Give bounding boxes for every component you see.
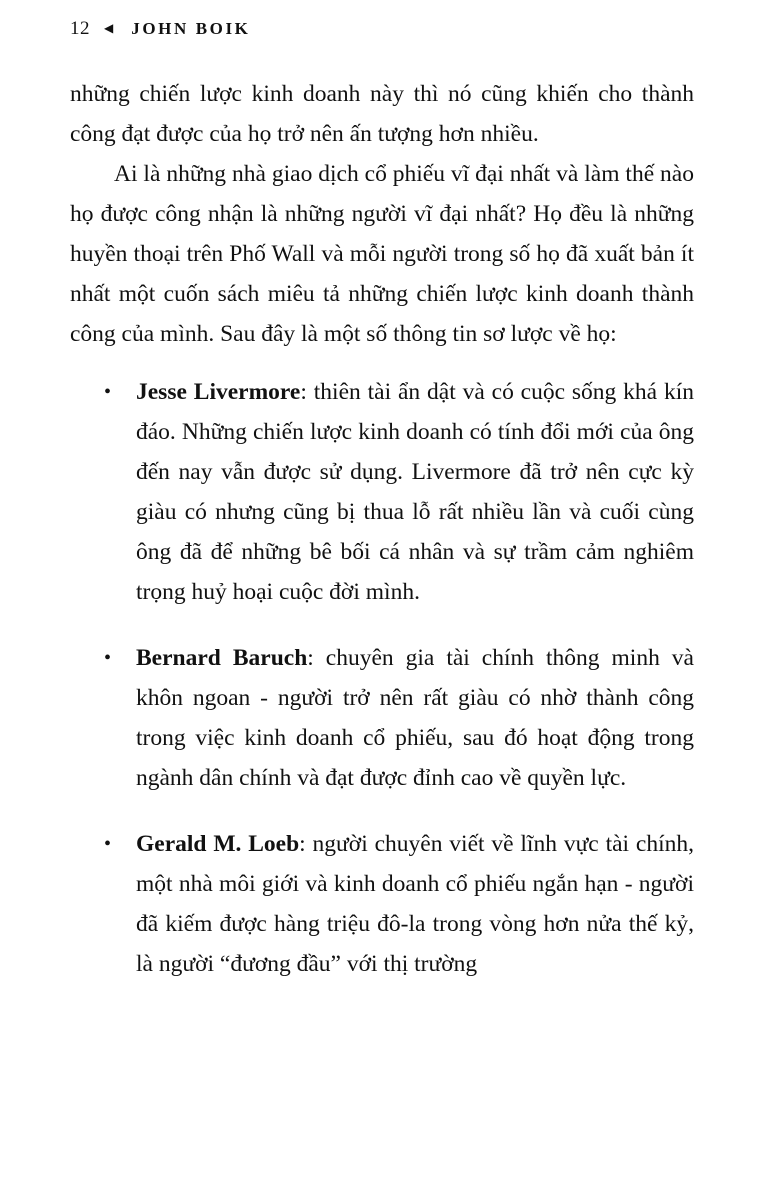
trader-list (70, 372, 694, 984)
bullet-icon: • (104, 833, 112, 855)
list-item-text: : người chuyên viết về lĩnh vực tài chính, một nhà môi giới và kinh doanh cổ phiếu ngắn hạn - người đã kiếm được hàng triệu đô-la trong vòng hơn nửa thế kỷ, là người “đương đầu” với thị trường (136, 831, 694, 977)
page-body (70, 74, 694, 984)
paragraph-intro: Ai là những nhà giao dịch cổ phiếu vĩ đại nhất và làm thế nào họ được công nhận là những người vĩ đại nhất? Họ đều là những huyền thoại trên Phố Wall và mỗi người trong số họ đã xuất bản ít nhất một cuốn sách miêu tả những chiến lược kinh doanh thành công của mình. Sau đây là một số thông tin sơ lược về họ: (70, 161, 694, 347)
list-item-name: Bernard Baruch (136, 645, 308, 671)
running-title: JOHN BOIK (131, 19, 251, 38)
list-item-name: Gerald M. Loeb (136, 831, 300, 857)
paragraph-continuation: những chiến lược kinh doanh này thì nó cũng khiến cho thành công đạt được của họ trở nên ấn tượng hơn nhiều. (70, 81, 694, 147)
list-item-text: : chuyên gia tài chính thông minh và khôn ngoan - người trở nên rất giàu có nhờ thành công trong việc kinh doanh cổ phiếu, sau đó hoạt động trong ngành dân chính và đạt được đỉnh cao về quyền lực. (136, 645, 694, 791)
left-triangle-icon: ◀ (104, 21, 114, 35)
bullet-icon: • (104, 381, 112, 403)
list-item (70, 638, 694, 798)
list-item (70, 824, 694, 984)
list-item-name: Jesse Livermore (136, 379, 301, 405)
bullet-icon: • (104, 647, 112, 669)
page-header (70, 18, 694, 52)
page-number: 12 (70, 18, 90, 39)
list-item-text: : thiên tài ẩn dật và có cuộc sống khá kín đáo. Những chiến lược kinh doanh có tính đổi mới của ông đến nay vẫn được sử dụng. Livermore đã trở nên cực kỳ giàu có nhưng cũng bị thua lỗ rất nhiều lần và cuối cùng ông đã để những bê bối cá nhân và sự trầm cảm nghiêm trọng huỷ hoại cuộc đời mình. (136, 379, 694, 605)
list-item (70, 372, 694, 612)
